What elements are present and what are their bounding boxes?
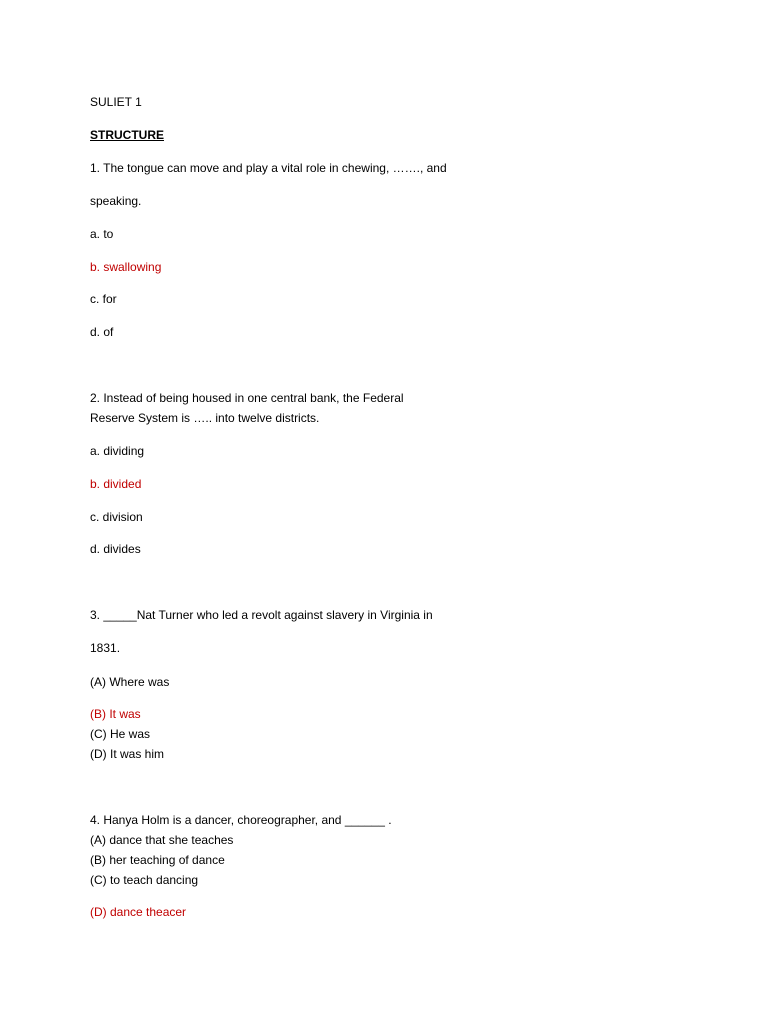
question-1-stem-line-1: 1. The tongue can move and play a vital role in chewing, ……., and bbox=[90, 161, 447, 175]
question-3-option-c: (C) He was bbox=[90, 727, 151, 741]
question-1-option-d: d. of bbox=[90, 325, 114, 339]
question-4-option-b: (B) her teaching of dance bbox=[90, 853, 225, 867]
question-2-option-c: c. division bbox=[90, 510, 143, 524]
question-2-stem-line-2: Reserve System is ….. into twelve districts. bbox=[90, 411, 320, 425]
document-heading: SULIET 1 bbox=[90, 95, 142, 109]
section-title: STRUCTURE bbox=[90, 128, 164, 142]
question-3-option-b-correct: (B) It was bbox=[90, 707, 141, 721]
question-2-option-d: d. divides bbox=[90, 542, 141, 556]
question-3-option-d: (D) It was him bbox=[90, 747, 165, 761]
question-2-option-b-correct: b. divided bbox=[90, 477, 142, 491]
question-1-option-c: c. for bbox=[90, 292, 117, 306]
question-3-stem-line-1: 3. _____Nat Turner who led a revolt against slavery in Virginia in bbox=[90, 608, 433, 622]
question-1-option-b-correct: b. swallowing bbox=[90, 260, 162, 274]
question-4-stem-line-1: 4. Hanya Holm is a dancer, choreographer, and ______ . bbox=[90, 813, 392, 827]
question-3-option-a: (A) Where was bbox=[90, 675, 170, 689]
question-1-stem-line-2: speaking. bbox=[90, 194, 142, 208]
question-3-stem-line-2: 1831. bbox=[90, 641, 121, 655]
question-1-option-a: a. to bbox=[90, 227, 114, 241]
question-4-option-c: (C) to teach dancing bbox=[90, 873, 199, 887]
question-4-option-a: (A) dance that she teaches bbox=[90, 833, 234, 847]
question-4-option-d-correct: (D) dance theacer bbox=[90, 905, 187, 919]
question-2-stem-line-1: 2. Instead of being housed in one central bank, the Federal bbox=[90, 391, 404, 405]
question-2-option-a: a. dividing bbox=[90, 444, 145, 458]
